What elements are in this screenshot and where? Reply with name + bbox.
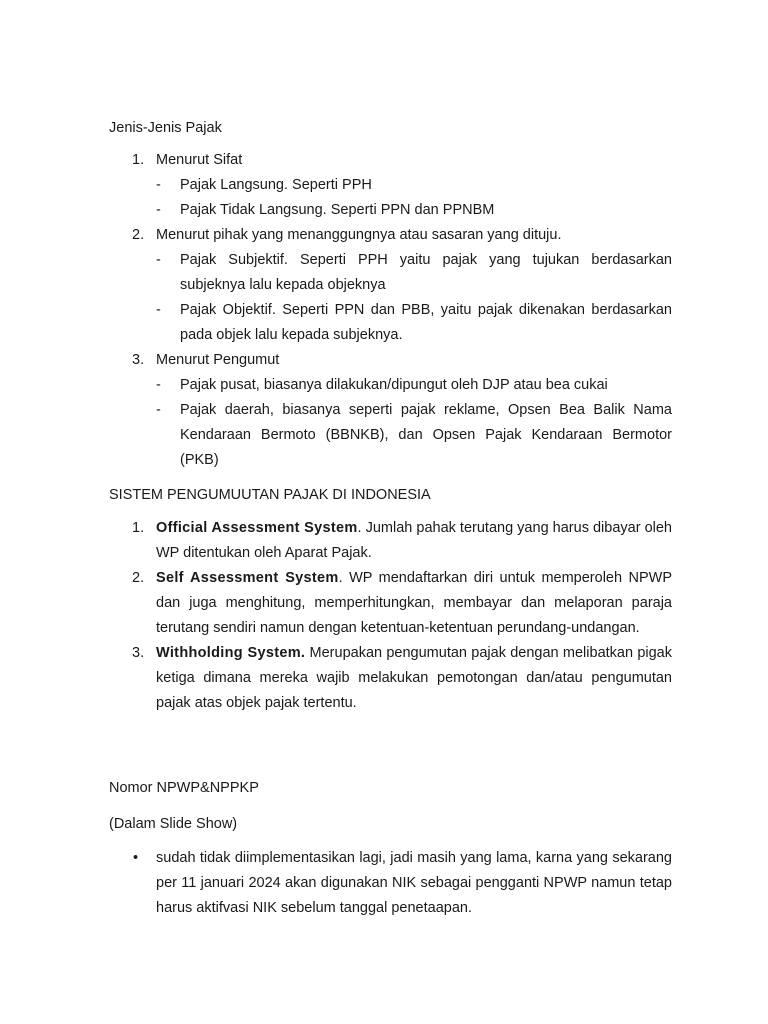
- jenis-item-1: [109, 148, 672, 223]
- item-number: 2.: [132, 227, 145, 243]
- system-name: Official Assessment System: [156, 520, 358, 536]
- sub-item: - Pajak daerah, biasanya seperti pajak reklame, Opsen Bea Balik Nama Kendaraan Bermoto (BBNKB), dan Opsen Pajak Kendaraan Bermotor (PKB): [156, 398, 672, 473]
- sub-item: - Pajak Subjektif. Seperti PPH yaitu pajak yang tujukan berdasarkan subjeknya lalu kepada objeknya: [156, 248, 672, 298]
- item-number: 1.: [132, 520, 145, 536]
- npwp-title: Nomor NPWP&NPPKP: [109, 780, 259, 796]
- jenis-list: [109, 148, 672, 473]
- sub-item: - Pajak Langsung. Seperti PPH: [156, 173, 672, 198]
- item-number: 1.: [132, 152, 145, 168]
- jenis-item-3: [109, 348, 672, 473]
- sistem-item-2: [109, 566, 672, 641]
- sistem-title: SISTEM PENGUMUUTAN PAJAK DI INDONESIA: [109, 487, 431, 503]
- item-text: Merupakan pengumutan pajak dengan melibatkan pigak ketiga dimana mereka wajib melakukan pemotongan dan/atau pengumutan pajak atas objek pajak tertentu.: [156, 645, 672, 711]
- system-name: Self Assessment System: [156, 570, 339, 586]
- sub-item: - Pajak Tidak Langsung. Seperti PPN dan PPNBM: [156, 198, 672, 223]
- item-number: 2.: [132, 570, 145, 586]
- sistem-item-3: [109, 641, 672, 716]
- jenis-title: Jenis-Jenis Pajak: [109, 120, 222, 136]
- sistem-item-1: [109, 516, 672, 566]
- bullet-item: [109, 846, 672, 921]
- sub-list: [156, 373, 672, 473]
- npwp-bullets: [109, 846, 672, 921]
- sub-item: - Pajak Objektif. Seperti PPN dan PBB, yaitu pajak dikenakan berdasarkan pada objek lalu kepada subjeknya.: [156, 298, 672, 348]
- bullet-text: sudah tidak diimplementasikan lagi, jadi masih yang lama, karna yang sekarang per 11 januari 2024 akan digunakan NIK sebagai pengganti NPWP namun tetap harus aktifvasi NIK sebelum tanggal penetaapan.: [156, 850, 672, 916]
- system-name: Withholding System.: [156, 645, 306, 661]
- item-text: Menurut Pengumut: [156, 352, 280, 368]
- item-text: . Jumlah pahak terutang yang harus dibayar oleh WP ditentukan oleh Aparat Pajak.: [156, 520, 672, 561]
- sub-list: [156, 248, 672, 348]
- sub-list: [156, 173, 672, 223]
- item-number: 3.: [132, 352, 145, 368]
- sub-item: - Pajak pusat, biasanya dilakukan/dipungut oleh DJP atau bea cukai: [156, 373, 672, 398]
- npwp-subtitle: (Dalam Slide Show): [109, 816, 238, 832]
- item-text: Menurut Sifat: [156, 152, 243, 168]
- jenis-item-2: [109, 223, 672, 348]
- bullet-dot: •: [133, 850, 139, 866]
- item-text: . WP mendaftarkan diri untuk memperoleh NPWP dan juga menghitung, memperhitungkan, membayar dan melaporan paraja terutang sendiri namun dengan ketentuan-ketentuan perundang-undangan.: [156, 570, 673, 636]
- item-text: Menurut pihak yang menanggungnya atau sasaran yang dituju.: [156, 227, 562, 243]
- sistem-list: [109, 516, 672, 716]
- item-number: 3.: [132, 645, 145, 661]
